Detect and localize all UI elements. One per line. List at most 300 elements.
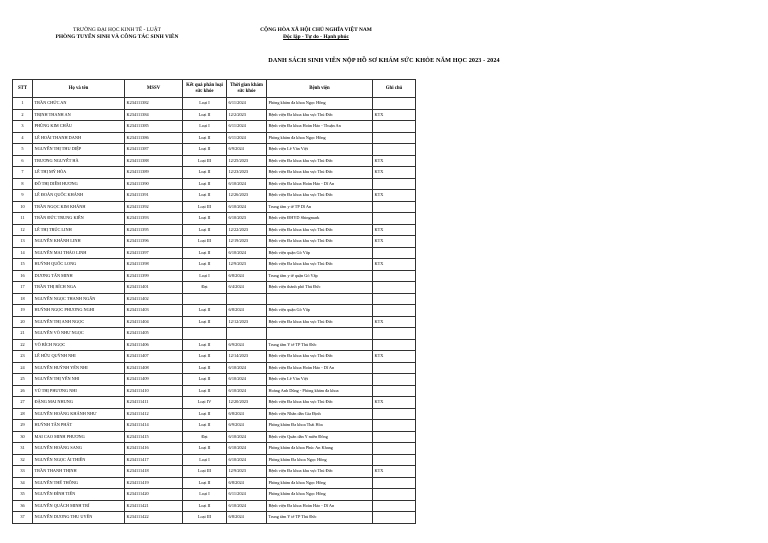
cell-stt: 4	[13, 132, 33, 144]
cell-student-id: K234111411	[125, 397, 183, 409]
table-row	[13, 385, 416, 397]
cell-stt: 23	[13, 351, 33, 363]
table-row	[13, 454, 416, 466]
cell-exam-date	[227, 293, 267, 305]
table-row	[13, 500, 416, 512]
column-header-health-class: Kết quả phân loại sức khỏe	[183, 80, 227, 98]
cell-name: NGUYỄN HUỲNH YẾN NHI	[33, 362, 125, 374]
table-row	[13, 213, 416, 225]
cell-note	[373, 121, 416, 133]
cell-name: HUỲNH NGỌC PHƯƠNG NGHI	[33, 305, 125, 317]
cell-student-id: K234111420	[125, 489, 183, 501]
cell-student-id: K234111415	[125, 431, 183, 443]
cell-hospital: Bệnh viện Đa khoa Hoàn Hảo - Thuận An	[267, 121, 373, 133]
cell-stt: 26	[13, 385, 33, 397]
cell-name: TRẦN CHỨC AN	[33, 98, 125, 110]
table-row	[13, 420, 416, 432]
cell-student-id: K234111408	[125, 362, 183, 374]
cell-student-id: K234111410	[125, 385, 183, 397]
cell-stt: 20	[13, 316, 33, 328]
cell-student-id: K234111409	[125, 374, 183, 386]
table-row	[13, 132, 416, 144]
table-row	[13, 167, 416, 179]
cell-note: KTX	[373, 397, 416, 409]
cell-hospital: Bệnh viện Lê Văn Việt	[267, 374, 373, 386]
cell-hospital: Bệnh viện Đa khoa khu vực Thủ Đức	[267, 190, 373, 202]
cell-note: KTX	[373, 109, 416, 121]
cell-hospital: Bệnh viện Đa khoa khu vực Thủ Đức	[267, 259, 373, 271]
table-row	[13, 144, 416, 156]
cell-exam-date: 12/19/2023	[227, 236, 267, 248]
document-title: DANH SÁCH SINH VIÊN NỘP HỒ SƠ KHÁM SỨC KHỎE NĂM HỌC 2023 - 2024	[268, 57, 500, 64]
cell-stt: 13	[13, 236, 33, 248]
cell-note	[373, 431, 416, 443]
department-name: PHÒNG TUYỂN SINH VÀ CÔNG TÁC SINH VIÊN	[55, 34, 179, 40]
cell-health-class: Loại II	[183, 351, 227, 363]
cell-health-class: Loại II	[183, 132, 227, 144]
national-header	[236, 27, 396, 41]
cell-health-class: Loại III	[183, 466, 227, 478]
cell-health-class: Loại I	[183, 121, 227, 133]
cell-hospital: Phòng khám đa khoa Ngọc Hồng	[267, 98, 373, 110]
table-row	[13, 201, 416, 213]
cell-hospital: Trung tâm y tế TP Dĩ An	[267, 201, 373, 213]
cell-exam-date: 12/14/2023	[227, 351, 267, 363]
cell-stt: 33	[13, 466, 33, 478]
table-header-row	[13, 80, 416, 98]
cell-health-class: Loại I	[183, 270, 227, 282]
cell-name: NGUYỄN DƯƠNG THU UYÊN	[33, 512, 125, 524]
cell-name: VÕ BÍCH NGỌC	[33, 339, 125, 351]
cell-note	[373, 339, 416, 351]
cell-exam-date: 6/10/2024	[227, 500, 267, 512]
table-row	[13, 155, 416, 167]
cell-exam-date: 6/8/2024	[227, 512, 267, 524]
cell-health-class: Loại II	[183, 178, 227, 190]
table-row	[13, 121, 416, 133]
cell-health-class: Loại I	[183, 489, 227, 501]
cell-hospital: Trung tâm Y tế TP Thủ Đức	[267, 512, 373, 524]
cell-hospital: Trung tâm y tế quận Gò Vấp	[267, 270, 373, 282]
cell-name: LÊ THỊ TRÚC LINH	[33, 224, 125, 236]
cell-hospital: Bệnh viện quận Gò Vấp	[267, 247, 373, 259]
cell-student-id: K234111405	[125, 328, 183, 340]
cell-stt: 9	[13, 190, 33, 202]
cell-health-class: Loại II	[183, 500, 227, 512]
cell-stt: 16	[13, 270, 33, 282]
cell-exam-date	[227, 328, 267, 340]
table-row	[13, 305, 416, 317]
table-row	[13, 282, 416, 294]
cell-student-id: K234111386	[125, 132, 183, 144]
cell-exam-date: 6/4/2024	[227, 282, 267, 294]
cell-name: NGUYỄN NGỌC THANH NGÂN	[33, 293, 125, 305]
cell-student-id: K234111419	[125, 477, 183, 489]
cell-student-id: K234111391	[125, 190, 183, 202]
cell-exam-date: 6/8/2024	[227, 477, 267, 489]
table-row	[13, 190, 416, 202]
cell-student-id: K234111388	[125, 155, 183, 167]
cell-stt: 5	[13, 144, 33, 156]
cell-health-class: Loại III	[183, 236, 227, 248]
cell-health-class: Loại II	[183, 144, 227, 156]
cell-exam-date: 6/8/2024	[227, 408, 267, 420]
cell-note	[373, 98, 416, 110]
cell-name: NGUYỄN NGỌC ÁI THIÊN	[33, 454, 125, 466]
cell-student-id: K234111402	[125, 293, 183, 305]
cell-exam-date: 12/9/2023	[227, 259, 267, 271]
cell-hospital: Bệnh viện Nhân dân Gia Định	[267, 408, 373, 420]
cell-hospital: Bệnh viện Đa khoa khu vực Thủ Đức	[267, 351, 373, 363]
cell-stt: 2	[13, 109, 33, 121]
cell-exam-date: 6/10/2024	[227, 178, 267, 190]
cell-stt: 11	[13, 213, 33, 225]
cell-name: ĐẶNG MAI NHUNG	[33, 397, 125, 409]
table-row	[13, 270, 416, 282]
cell-hospital: Bệnh viện quận Gò Vấp	[267, 305, 373, 317]
column-header-note: Ghi chú	[373, 80, 416, 98]
table-row	[13, 351, 416, 363]
cell-name: LÊ THỊ MỸ HÒA	[33, 167, 125, 179]
cell-note: KTX	[373, 351, 416, 363]
cell-student-id: K234111397	[125, 247, 183, 259]
cell-hospital: Bệnh viện Đa khoa Hoàn Hảo - Dĩ An	[267, 362, 373, 374]
cell-exam-date: 6/11/2024	[227, 489, 267, 501]
cell-hospital: Bệnh viện ĐHYD Shingmark	[267, 213, 373, 225]
cell-health-class: Loại III	[183, 201, 227, 213]
cell-name: TRẦN NGỌC KIM KHÁNH	[33, 201, 125, 213]
cell-exam-date: 6/11/2024	[227, 132, 267, 144]
column-header-student-id: MSSV	[125, 80, 183, 98]
cell-note: KTX	[373, 167, 416, 179]
cell-stt: 21	[13, 328, 33, 340]
cell-stt: 34	[13, 477, 33, 489]
cell-student-id: K234111382	[125, 98, 183, 110]
cell-student-id: K234111417	[125, 454, 183, 466]
cell-name: LÊ HOÀI THANH DANH	[33, 132, 125, 144]
cell-stt: 29	[13, 420, 33, 432]
cell-exam-date: 12/12/2023	[227, 316, 267, 328]
cell-student-id: K234111390	[125, 178, 183, 190]
cell-hospital: Hoàng Anh Dũng - Phòng khám đa khoa	[267, 385, 373, 397]
cell-health-class: Đạt	[183, 431, 227, 443]
cell-exam-date: 6/8/2024	[227, 270, 267, 282]
table-row	[13, 293, 416, 305]
cell-note	[373, 374, 416, 386]
cell-student-id: K234111418	[125, 466, 183, 478]
country-name: CỘNG HÒA XÃ HỘI CHỦ NGHĨA VIỆT NAM	[260, 27, 372, 33]
cell-hospital: Bệnh viện Đa khoa khu vực Thủ Đức	[267, 109, 373, 121]
cell-hospital: Bệnh viện Đa khoa Hoàn Hảo - Dĩ An	[267, 500, 373, 512]
cell-exam-date: 6/9/2024	[227, 339, 267, 351]
cell-stt: 32	[13, 454, 33, 466]
cell-name: NGUYỄN THỊ YẾN NHI	[33, 374, 125, 386]
cell-health-class: Loại II	[183, 305, 227, 317]
cell-name: HUỲNH TẤN PHÁT	[33, 420, 125, 432]
table-row	[13, 477, 416, 489]
cell-name: TRẦN THANH THỊNH	[33, 466, 125, 478]
cell-note	[373, 385, 416, 397]
cell-health-class: Loại II	[183, 420, 227, 432]
cell-exam-date: 12/25/2023	[227, 155, 267, 167]
cell-student-id: K234111395	[125, 224, 183, 236]
cell-hospital: Bệnh viện Lê Văn Việt	[267, 144, 373, 156]
cell-note	[373, 477, 416, 489]
table-row	[13, 512, 416, 524]
cell-note: KTX	[373, 236, 416, 248]
cell-health-class: Loại III	[183, 155, 227, 167]
cell-hospital: Bệnh viện Quân dân Y miền Đông	[267, 431, 373, 443]
cell-note	[373, 144, 416, 156]
cell-hospital: Bệnh viện Đa khoa khu vực Thủ Đức	[267, 397, 373, 409]
cell-hospital: Phòng khám đa khoa Ngọc Hồng	[267, 489, 373, 501]
column-header-exam-date: Thời gian khám sức khỏe	[227, 80, 267, 98]
cell-hospital: Phòng khám đa khoa Phúc An Khang	[267, 443, 373, 455]
cell-health-class: Loại III	[183, 512, 227, 524]
cell-note: KTX	[373, 190, 416, 202]
table-row	[13, 489, 416, 501]
cell-hospital: Bệnh viện Đa khoa Hoàn Hảo - Dĩ An	[267, 178, 373, 190]
cell-hospital: Phòng khám Đa khoa Thái Hòa	[267, 420, 373, 432]
cell-stt: 30	[13, 431, 33, 443]
cell-student-id: K234111414	[125, 420, 183, 432]
cell-exam-date: 6/10/2024	[227, 201, 267, 213]
cell-name: NGUYỄN QUÁCH MINH TRÍ	[33, 500, 125, 512]
cell-name: TRỊNH THANH AN	[33, 109, 125, 121]
cell-hospital: Bệnh viện Đa khoa khu vực Thủ Đức	[267, 316, 373, 328]
cell-exam-date: 6/10/2024	[227, 247, 267, 259]
cell-stt: 37	[13, 512, 33, 524]
cell-name: DƯƠNG TẤN MINH	[33, 270, 125, 282]
cell-name: HUỲNH QUỐC LONG	[33, 259, 125, 271]
cell-student-id: K234111404	[125, 316, 183, 328]
cell-health-class: Loại II	[183, 167, 227, 179]
cell-stt: 18	[13, 293, 33, 305]
cell-name: VŨ THỊ PHƯƠNG NHI	[33, 385, 125, 397]
cell-note	[373, 408, 416, 420]
cell-exam-date: 12/23/2023	[227, 167, 267, 179]
cell-note	[373, 500, 416, 512]
cell-health-class: Loại II	[183, 339, 227, 351]
cell-note	[373, 454, 416, 466]
cell-health-class: Loại I	[183, 98, 227, 110]
cell-name: LÊ HỮU QUỲNH NHI	[33, 351, 125, 363]
cell-note	[373, 328, 416, 340]
cell-hospital: Bệnh viện Đa khoa khu vực Thủ Đức	[267, 466, 373, 478]
cell-health-class: Loại II	[183, 385, 227, 397]
cell-stt: 8	[13, 178, 33, 190]
cell-student-id: K234111401	[125, 282, 183, 294]
cell-student-id: K234111387	[125, 144, 183, 156]
cell-health-class: Loại II	[183, 316, 227, 328]
cell-hospital: Bệnh viện Đa khoa khu vực Thủ Đức	[267, 167, 373, 179]
cell-stt: 10	[13, 201, 33, 213]
cell-note	[373, 213, 416, 225]
cell-health-class: Loại I	[183, 454, 227, 466]
cell-name: ĐỖ THỊ DIỄM HƯƠNG	[33, 178, 125, 190]
cell-note	[373, 178, 416, 190]
cell-note	[373, 293, 416, 305]
cell-stt: 14	[13, 247, 33, 259]
cell-name: NGUYỄN THỊ THU DIỆP	[33, 144, 125, 156]
cell-student-id: K234111398	[125, 259, 183, 271]
table-row	[13, 259, 416, 271]
cell-hospital: Bệnh viện Đa khoa khu vực Thủ Đức	[267, 224, 373, 236]
university-header	[22, 27, 212, 41]
cell-stt: 31	[13, 443, 33, 455]
cell-name: TRƯƠNG NGUYỄT HÀ	[33, 155, 125, 167]
cell-student-id: K234111422	[125, 512, 183, 524]
student-health-table	[12, 79, 416, 524]
cell-health-class: Loại II	[183, 374, 227, 386]
cell-hospital: Bệnh viện Đa khoa khu vực Thủ Đức	[267, 155, 373, 167]
cell-stt: 19	[13, 305, 33, 317]
cell-exam-date: 6/10/2024	[227, 443, 267, 455]
cell-note	[373, 420, 416, 432]
cell-student-id: K234111416	[125, 443, 183, 455]
cell-note	[373, 247, 416, 259]
cell-health-class: Loại II	[183, 224, 227, 236]
cell-exam-date: 12/22/2023	[227, 224, 267, 236]
cell-health-class: Loại II	[183, 247, 227, 259]
cell-stt: 36	[13, 500, 33, 512]
cell-stt: 17	[13, 282, 33, 294]
table-row	[13, 362, 416, 374]
cell-note: KTX	[373, 466, 416, 478]
cell-hospital: Phòng khám đa khoa Ngọc Hồng	[267, 132, 373, 144]
cell-stt: 3	[13, 121, 33, 133]
cell-note: KTX	[373, 316, 416, 328]
cell-student-id: K234111392	[125, 201, 183, 213]
cell-hospital	[267, 293, 373, 305]
cell-note	[373, 132, 416, 144]
cell-stt: 35	[13, 489, 33, 501]
university-name: TRƯỜNG ĐẠI HỌC KINH TẾ - LUẬT	[73, 27, 161, 33]
cell-exam-date: 6/9/2024	[227, 144, 267, 156]
cell-name: PHÙNG KIM CHÂU	[33, 121, 125, 133]
table-row	[13, 374, 416, 386]
cell-exam-date: 6/10/2024	[227, 362, 267, 374]
cell-health-class: Loại II	[183, 362, 227, 374]
cell-exam-date: 6/10/2024	[227, 431, 267, 443]
cell-health-class: Loại II	[183, 109, 227, 121]
cell-name: MAI CAO MINH PHƯƠNG	[33, 431, 125, 443]
cell-name: LÊ ĐOÀN QUỐC KHÁNH	[33, 190, 125, 202]
cell-exam-date: 6/10/2023	[227, 213, 267, 225]
cell-hospital: Bệnh viện thành phố Thủ Đức	[267, 282, 373, 294]
cell-exam-date: 6/10/2024	[227, 374, 267, 386]
table-row	[13, 431, 416, 443]
cell-name: NGUYỄN ĐÌNH TIẾN	[33, 489, 125, 501]
cell-health-class: Đạt	[183, 282, 227, 294]
cell-note: KTX	[373, 155, 416, 167]
cell-exam-date: 12/26/2023	[227, 190, 267, 202]
cell-student-id: K234111406	[125, 339, 183, 351]
cell-note: KTX	[373, 224, 416, 236]
cell-hospital: Phòng khám Đa khoa Ngọc Hồng	[267, 454, 373, 466]
cell-stt: 12	[13, 224, 33, 236]
cell-exam-date: 6/10/2024	[227, 385, 267, 397]
cell-health-class: Loại II	[183, 213, 227, 225]
table-row	[13, 247, 416, 259]
cell-stt: 1	[13, 98, 33, 110]
cell-health-class: Loại II	[183, 408, 227, 420]
column-header-hospital: Bệnh viện	[267, 80, 373, 98]
cell-hospital: Trung tâm Y tế TP Thủ Đức	[267, 339, 373, 351]
cell-name: NGUYỄN KHÁNH LINH	[33, 236, 125, 248]
cell-health-class: Loại II	[183, 477, 227, 489]
cell-stt: 22	[13, 339, 33, 351]
cell-note: KTX	[373, 259, 416, 271]
cell-note	[373, 489, 416, 501]
cell-hospital: Bệnh viện Đa khoa khu vực Thủ Đức	[267, 236, 373, 248]
cell-exam-date: 12/2/2023	[227, 109, 267, 121]
cell-note	[373, 282, 416, 294]
cell-name: NGUYỄN HOÀNG KHÁNH NHƯ	[33, 408, 125, 420]
cell-hospital: Phòng khám đa khoa Ngọc Hồng	[267, 477, 373, 489]
cell-student-id: K234111399	[125, 270, 183, 282]
table-row	[13, 397, 416, 409]
table-row	[13, 178, 416, 190]
national-motto: Độc lập - Tự do - Hạnh phúc	[283, 34, 349, 40]
cell-note	[373, 512, 416, 524]
cell-name: NGUYỄN VÕ NHƯ NGỌC	[33, 328, 125, 340]
cell-stt: 28	[13, 408, 33, 420]
cell-student-id: K234111384	[125, 109, 183, 121]
table-body	[13, 98, 416, 524]
column-header-name: Họ và tên	[33, 80, 125, 98]
cell-note	[373, 270, 416, 282]
table-row	[13, 328, 416, 340]
cell-exam-date: 12/9/2023	[227, 466, 267, 478]
cell-student-id: K234111385	[125, 121, 183, 133]
table-row	[13, 236, 416, 248]
table-row	[13, 466, 416, 478]
cell-stt: 27	[13, 397, 33, 409]
cell-name: NGUYỄN THỊ ANH NGỌC	[33, 316, 125, 328]
cell-exam-date: 6/9/2024	[227, 420, 267, 432]
cell-name: TRẦN THỊ BÍCH NGA	[33, 282, 125, 294]
table-row	[13, 339, 416, 351]
table-row	[13, 443, 416, 455]
cell-exam-date: 6/8/2024	[227, 305, 267, 317]
cell-exam-date: 12/20/2023	[227, 397, 267, 409]
cell-health-class: Loại II	[183, 443, 227, 455]
cell-exam-date: 6/11/2024	[227, 121, 267, 133]
cell-name: NGUYỄN THẾ THÔNG	[33, 477, 125, 489]
cell-note	[373, 305, 416, 317]
cell-student-id: K234111407	[125, 351, 183, 363]
column-header-stt: STT	[13, 80, 33, 98]
cell-health-class	[183, 293, 227, 305]
cell-student-id: K234111412	[125, 408, 183, 420]
cell-stt: 25	[13, 374, 33, 386]
table-row	[13, 98, 416, 110]
table-row	[13, 408, 416, 420]
cell-student-id: K234111396	[125, 236, 183, 248]
cell-health-class: Loại IV	[183, 397, 227, 409]
cell-note	[373, 443, 416, 455]
cell-stt: 24	[13, 362, 33, 374]
cell-name: TRẦN ĐỨC TRUNG KIÊN	[33, 213, 125, 225]
cell-health-class: Loại II	[183, 190, 227, 202]
cell-hospital	[267, 328, 373, 340]
cell-name: NGUYỄN MAI THẢO LINH	[33, 247, 125, 259]
cell-stt: 7	[13, 167, 33, 179]
table-row	[13, 109, 416, 121]
cell-health-class	[183, 328, 227, 340]
cell-note	[373, 362, 416, 374]
